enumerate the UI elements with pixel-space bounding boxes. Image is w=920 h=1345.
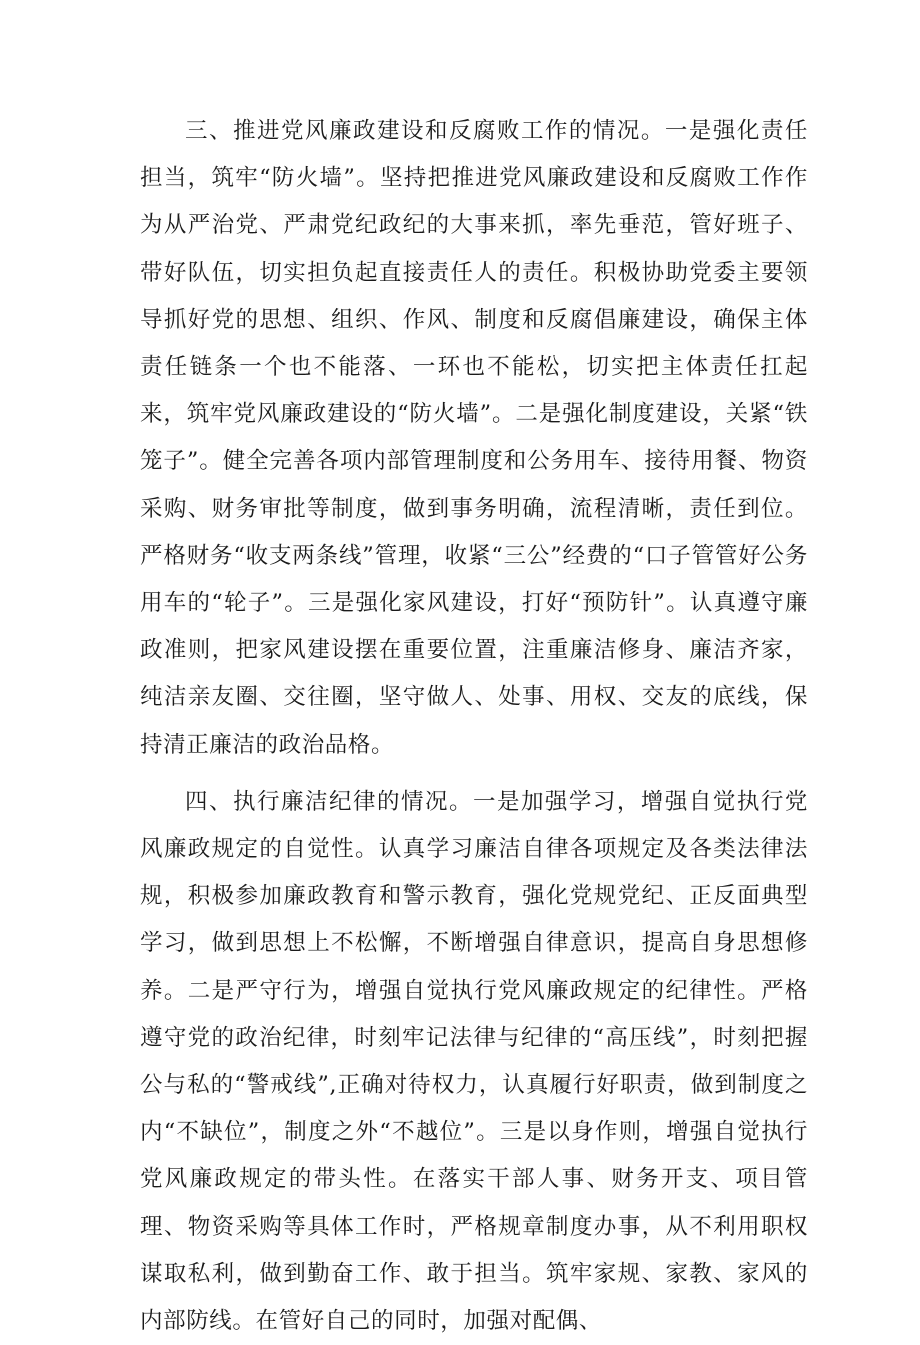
- paragraph-section-four: 四、执行廉洁纪律的情况。一是加强学习，增强自觉执行党风廉政规定的自觉性。认真学习廉洁自律各项规定及各类法律法规，积极参加廉政教育和警示教育，强化党规党纪、正反面典型学习，做到思想上不松懈，不断增强自律意识，提高自身思想修养。二是严守行为，增强自觉执行党风廉政规定的纪律性。严格遵守党的政治纪律，时刻牢记法律与纪律的“高压线”，时刻把握公与私的“警戒线”,正确对待权力，认真履行好职责，做到制度之内“不缺位”，制度之外“不越位”。三是以身作则，增强自觉执行党风廉政规定的带头性。在落实干部人事、财务开支、项目管理、物资采购等具体工作时，严格规章制度办事，从不利用职权谋取私利，做到勤奋工作、敢于担当。筑牢家规、家教、家风的内部防线。在管好自己的同时，加强对配偶、: [140, 788, 808, 1335]
- paragraph-section-three: 三、推进党风廉政建设和反腐败工作的情况。一是强化责任担当，筑牢“防火墙”。坚持把推进党风廉政建设和反腐败工作作为从严治党、严肃党纪政纪的大事来抓，率先垂范，管好班子、带好队伍，切实担负起直接责任人的责任。积极协助党委主要领导抓好党的思想、组织、作风、制度和反腐倡廉建设，确保主体责任链条一个也不能落、一环也不能松，切实把主体责任扛起来，筑牢党风廉政建设的“防火墙”。二是强化制度建设，关紧“铁笼子”。健全完善各项内部管理制度和公务用车、接待用餐、物资采购、财务审批等制度，做到事务明确，流程清晰，责任到位。严格财务“收支两条线”管理，收紧“三公”经费的“口子管管好公务用车的“轮子”。三是强化家风建设，打好“预防针”。认真遵守廉政准则，把家风建设摆在重要位置，注重廉洁修身、廉洁齐家，纯洁亲友圈、交往圈，坚守做人、处事、用权、交友的底线，保持清正廉洁的政治品格。: [140, 118, 808, 758]
- document-body: [140, 108, 808, 1345]
